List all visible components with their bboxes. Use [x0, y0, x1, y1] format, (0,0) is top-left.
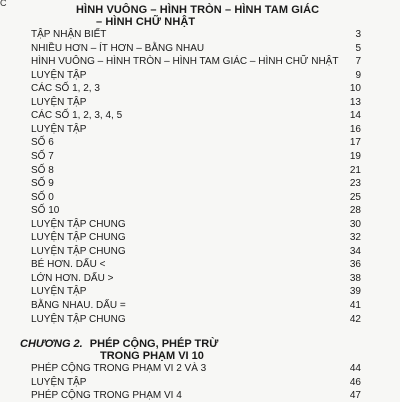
- corner-fragment: C: [0, 0, 7, 6]
- toc-entry: [31, 362, 361, 375]
- toc-entry: [31, 376, 361, 389]
- toc-entry-page-number: 38: [349, 272, 361, 284]
- toc-entry: [31, 285, 361, 298]
- toc-entry-title: LUYỆN TẬP: [31, 286, 87, 298]
- toc-entry: [31, 150, 361, 163]
- toc-entry-page-number: 46: [349, 376, 361, 388]
- toc-entry-page-number: 41: [349, 300, 361, 311]
- toc-entry-page-number: 19: [349, 150, 361, 162]
- toc-entry-page-number: 7: [355, 56, 361, 68]
- toc-entry: [31, 299, 361, 312]
- toc-entry-title: LUYỆN TẬP: [31, 376, 87, 388]
- toc-entry: [31, 123, 361, 136]
- toc-entry-page-number: 16: [349, 123, 361, 135]
- toc-entry-page-number: 39: [349, 286, 361, 298]
- toc-entry: [31, 109, 361, 122]
- toc-entry-title: SỐ 7: [31, 150, 54, 162]
- toc-entry-title: SỐ 10: [31, 205, 60, 217]
- chapter-title-line-2: TRONG PHẠM VI 10: [100, 350, 204, 362]
- toc-entry-page-number: 23: [349, 178, 361, 190]
- toc-entry-title: LUYỆN TẬP CHUNG: [31, 232, 126, 244]
- toc-entry-page-number: 25: [349, 191, 361, 203]
- toc-entry-title: PHÉP CỘNG TRONG PHẠM VI 4: [31, 390, 182, 401]
- toc-entry-page-number: 36: [349, 259, 361, 271]
- toc-entry-page-number: 3: [355, 29, 361, 40]
- toc-entry: [31, 313, 361, 326]
- chapter-title-line-1: PHÉP CỘNG, PHÉP TRỪ: [89, 338, 219, 350]
- toc-entry-title: LUYỆN TẬP: [31, 96, 87, 108]
- toc-entry-title: TẬP NHẬN BIẾT: [31, 29, 107, 40]
- toc-entry: [31, 272, 361, 285]
- toc-entry: [31, 258, 361, 271]
- toc-entry-page-number: 5: [355, 42, 361, 54]
- toc-entry: [31, 28, 361, 41]
- toc-entry-page-number: 32: [349, 232, 361, 244]
- toc-entry: [31, 82, 361, 95]
- toc-entry-page-number: 30: [349, 218, 361, 230]
- toc-entry-title: PHÉP CỘNG TRONG PHẠM VI 2 VÀ 3: [31, 363, 207, 374]
- toc-entry-title: SỐ 8: [31, 164, 54, 176]
- toc-entry: [31, 42, 361, 55]
- toc-entry-page-number: 42: [349, 313, 361, 325]
- toc-entry-page-number: 28: [349, 205, 361, 217]
- toc-entry-page-number: 47: [349, 390, 361, 401]
- toc-entry: [31, 55, 361, 68]
- toc-entry: [31, 389, 361, 402]
- section-header-line-1: HÌNH VUÔNG – HÌNH TRÒN – HÌNH TAM GIÁC: [76, 4, 320, 16]
- toc-entry-title: NHIỀU HƠN – ÍT HƠN – BẰNG NHAU: [31, 42, 205, 54]
- toc-entry: [31, 164, 361, 177]
- toc-entry-title: LUYỆN TẬP CHUNG: [31, 313, 126, 325]
- toc-entry-title: LUYỆN TẬP: [31, 123, 87, 135]
- toc-entry-title: BẰNG NHAU. DẤU =: [31, 300, 126, 311]
- toc-entry-page-number: 14: [349, 110, 361, 122]
- toc-entry-page-number: 10: [349, 83, 361, 95]
- toc-entry-page-number: 9: [355, 69, 361, 81]
- toc-entry: [31, 231, 361, 244]
- toc-entry-title: HÌNH VUÔNG – HÌNH TRÒN – HÌNH TAM GIÁC – HÌNH CHỮ NHẬT: [31, 56, 339, 68]
- toc-entry-page-number: 13: [349, 96, 361, 108]
- toc-entry-title: CÁC SỐ 1, 2, 3: [31, 83, 100, 95]
- chapter-label: CHƯƠNG 2.: [20, 338, 83, 350]
- section-header-line-2: – HÌNH CHỮ NHẬT: [96, 16, 196, 28]
- toc-entry: [31, 218, 361, 231]
- chapter-heading: [20, 338, 218, 350]
- toc-entry: [31, 69, 361, 82]
- toc-entry-page-number: 34: [349, 245, 361, 257]
- toc-entry-title: SỐ 9: [31, 178, 54, 190]
- toc-entry: [31, 136, 361, 149]
- toc-entry: [31, 191, 361, 204]
- toc-entry-page-number: 21: [349, 164, 361, 176]
- toc-entry: [31, 204, 361, 217]
- toc-entry-title: LUYỆN TẬP: [31, 69, 87, 81]
- toc-entry-title: BÉ HƠN. DẤU <: [31, 259, 106, 271]
- toc-entry-title: LUYỆN TẬP CHUNG: [31, 218, 126, 230]
- toc-entry-title: LUYỆN TẬP CHUNG: [31, 245, 126, 257]
- toc-entry-title: LỚN HƠN. DẤU >: [31, 272, 114, 284]
- toc-entry-page-number: 44: [349, 363, 361, 374]
- toc-entry-title: SỐ 0: [31, 191, 54, 203]
- toc-entry: [31, 245, 361, 258]
- toc-entry-title: CÁC SỐ 1, 2, 3, 4, 5: [31, 110, 123, 122]
- toc-entry-title: SỐ 6: [31, 137, 54, 149]
- toc-entry: [31, 177, 361, 190]
- toc-entry-page-number: 17: [349, 137, 361, 149]
- toc-entry: [31, 96, 361, 109]
